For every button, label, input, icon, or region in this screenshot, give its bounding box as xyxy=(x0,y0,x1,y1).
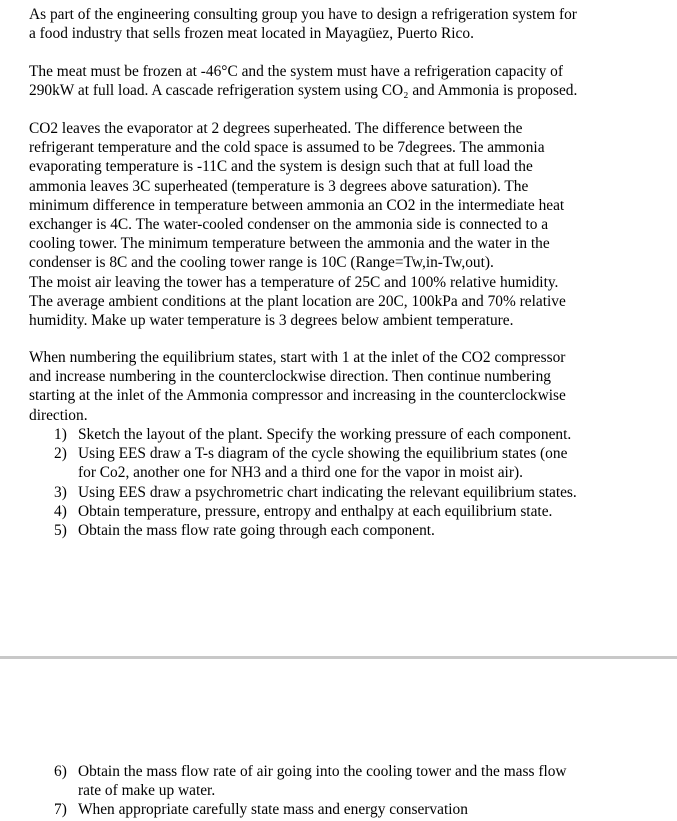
list-item-text: Obtain the mass flow rate of air going into the cooling tower and the mass flow xyxy=(78,763,567,780)
text-line: The average ambient conditions at the plant location are 20C, 100kPa and 70% relative xyxy=(29,292,566,310)
list-item-text: Obtain temperature, pressure, entropy and enthalpy at each equilibrium state. xyxy=(78,502,553,520)
list-number: 7) xyxy=(54,801,67,819)
list-item-text: for Co2, another one for NH3 and a third one for the vapor in moist air). xyxy=(78,464,523,482)
list-item xyxy=(0,444,677,482)
requirements-paragraph xyxy=(29,62,649,100)
numbering-paragraph xyxy=(29,348,649,425)
list-number: 6) xyxy=(54,763,67,780)
list-item-text: Sketch the layout of the plant. Specify the working pressure of each component. xyxy=(78,426,572,443)
list-number: 2) xyxy=(54,445,67,463)
text-line: condenser is 8C and the cooling tower range is 10C (Range=Tw,in-Tw,out). xyxy=(29,254,494,272)
list-item-text: Obtain the mass flow rate going through each component. xyxy=(78,522,435,540)
text-line: starting at the inlet of the Ammonia compressor and increasing in the counterclockwise xyxy=(29,387,566,405)
intro-paragraph xyxy=(29,5,649,43)
list-item xyxy=(0,762,677,800)
text-line: a food industry that sells frozen meat located in Mayagüez, Puerto Rico. xyxy=(29,25,474,43)
list-item xyxy=(0,521,677,540)
text-line: As part of the engineering consulting group you have to design a refrigeration system for xyxy=(29,6,577,23)
task-list xyxy=(0,425,677,540)
list-item xyxy=(0,800,677,819)
text-line: When numbering the equilibrium states, start with 1 at the inlet of the CO2 compressor xyxy=(29,349,566,366)
list-item-text: rate of make up water. xyxy=(78,782,216,800)
text-line: exchanger is 4C. The water-cooled condenser on the ammonia side is connected to a xyxy=(29,216,549,234)
text-line: 290kW at full load. A cascade refrigeration system using CO₂ and Ammonia is proposed. xyxy=(29,82,578,100)
text-line: The moist air leaving the tower has a temperature of 25C and 100% relative humidity. xyxy=(29,273,559,291)
text-line: ammonia leaves 3C superheated (temperature is 3 degrees above saturation). The xyxy=(29,177,529,195)
list-item-text: Using EES draw a psychrometric chart indicating the relevant equilibrium states. xyxy=(78,483,577,501)
list-number: 5) xyxy=(54,522,67,540)
list-item-text: Using EES draw a T-s diagram of the cycle showing the equilibrium states (one xyxy=(78,445,568,463)
text-line: direction. xyxy=(29,406,88,424)
text-line: and increase numbering in the counterclockwise direction. Then continue numbering xyxy=(29,368,551,386)
list-number: 4) xyxy=(54,502,67,520)
text-line: refrigerant temperature and the cold space is assumed to be 7degrees. The ammonia xyxy=(29,139,545,157)
text-line: The meat must be frozen at -46°C and the system must have a refrigeration capacity of xyxy=(29,63,563,80)
page-break-divider xyxy=(0,656,677,659)
text-line: humidity. Make up water temperature is 3 degrees below ambient temperature. xyxy=(29,312,514,330)
list-number: 3) xyxy=(54,483,67,501)
list-item xyxy=(0,425,677,444)
text-line: minimum difference in temperature between ammonia an CO2 in the intermediate heat xyxy=(29,196,565,214)
text-line: CO2 leaves the evaporator at 2 degrees superheated. The difference between the xyxy=(29,120,523,137)
list-item xyxy=(0,502,677,521)
list-item-text: When appropriate carefully state mass and energy conservation xyxy=(78,801,468,819)
list-item xyxy=(0,483,677,502)
text-line: cooling tower. The minimum temperature between the ammonia and the water in the xyxy=(29,235,550,253)
text-line: evaporating temperature is -11C and the system is design such that at full load the xyxy=(29,158,533,176)
list-number: 1) xyxy=(54,426,67,443)
task-list-continued xyxy=(0,762,677,820)
conditions-paragraph xyxy=(29,119,649,330)
